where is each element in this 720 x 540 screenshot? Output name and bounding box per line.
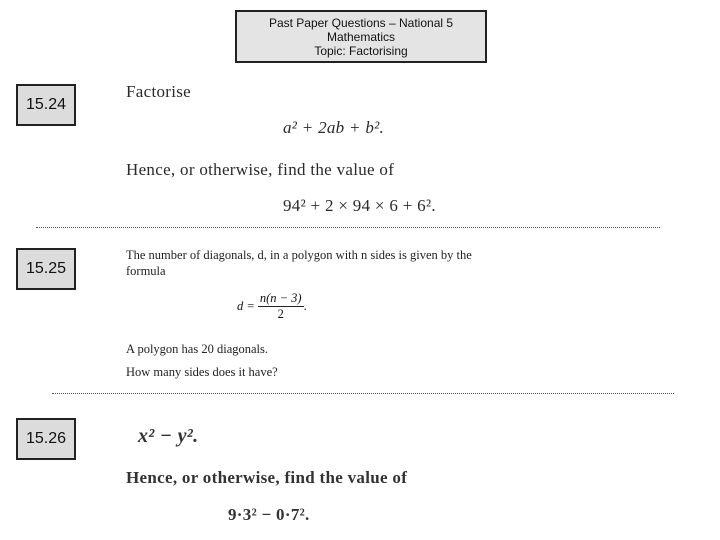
q3-evaluate: 9·3² − 0·7². [228,505,310,524]
q1-followup: Hence, or otherwise, find the value of [126,160,395,179]
question-number-15-24: 15.24 [16,84,76,126]
q3-expression: x² − y². [138,425,199,447]
divider-2 [52,393,674,394]
q3-followup: Hence, or otherwise, find the value of [126,468,408,487]
q1-evaluate: 94² + 2 × 94 × 6 + 6². [283,196,436,215]
q2-formula-numerator: n(n − 3) [259,291,302,305]
question-number-15-26: 15.26 [16,418,76,460]
q2-intro-line1: The number of diagonals, d, in a polygon with n sides is given by the [126,248,472,262]
q2-formula-lhs: d = [237,299,255,313]
header-line-3: Topic: Factorising [314,43,408,58]
question-number-15-25: 15.25 [16,248,76,290]
q2-question: How many sides does it have? [126,365,278,379]
q1-expression: a² + 2ab + b². [283,118,385,137]
q2-formula [237,291,307,322]
q1-instruction: Factorise [126,82,192,101]
q2-formula-denominator: 2 [277,307,284,321]
divider-1 [36,227,660,228]
header-line-1: Past Paper Questions – National 5 [268,15,454,30]
q2-intro-line2: formula [126,264,166,278]
header-line-2: Mathematics [326,29,396,44]
q2-statement: A polygon has 20 diagonals. [126,342,269,356]
q2-formula-end: . [303,299,307,313]
header-box [235,10,487,63]
